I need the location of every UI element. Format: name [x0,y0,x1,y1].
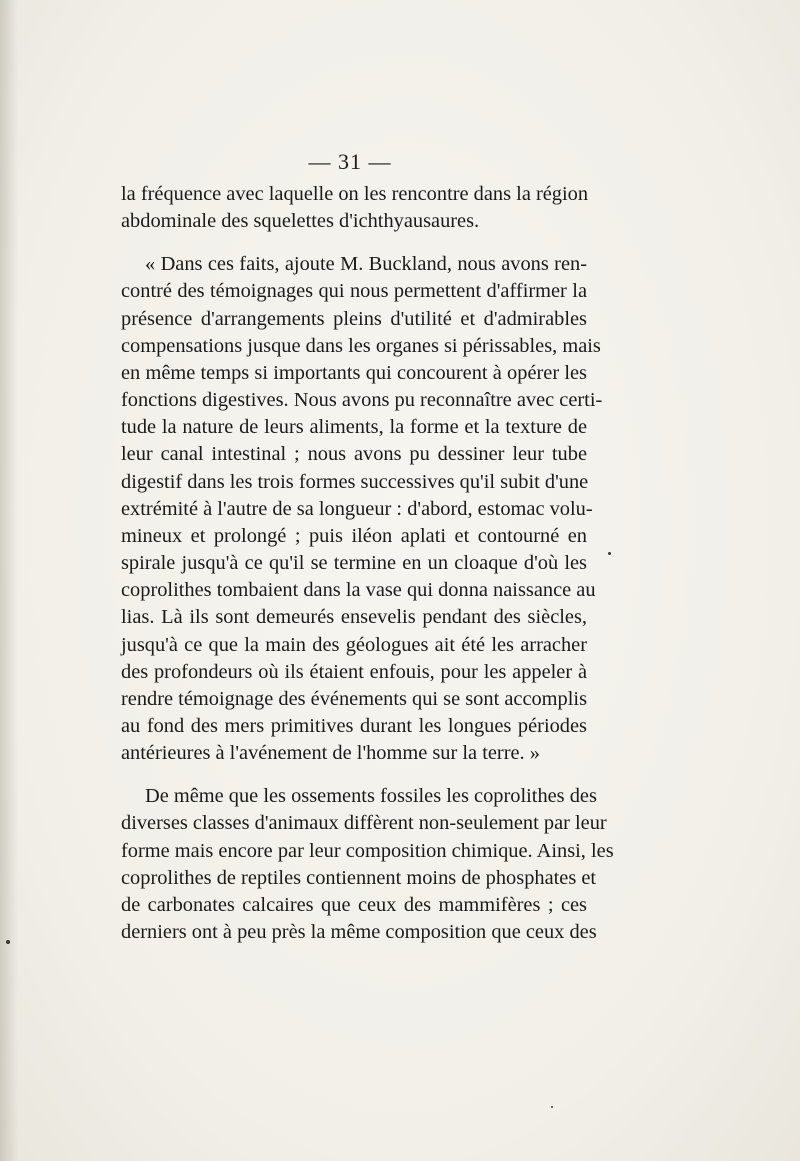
text-line: compensations jusque dans les organes si périssables, mais [121,334,601,357]
text-line: mineux et prolongé ; puis iléon aplati et contourné en [121,524,587,547]
text-line: présence d'arrangements pleins d'utilité et d'admirables [121,307,587,330]
paragraph-1 [121,181,587,235]
text-line: coprolithes tombaient dans la vase qui donna naissance au [121,579,596,602]
text-line: forme mais encore par leur composition chimique. Ainsi, les [121,839,614,862]
text-line: jusqu'à ce que la main des géologues ait été les arracher [121,633,587,656]
text-line: « Dans ces faits, ajoute M. Buckland, nous avons ren- [145,253,587,276]
page-number: — 31 — [308,149,392,174]
text-line: rendre témoignage des événements qui se sont accomplis [121,687,588,710]
text-line: fonctions digestives. Nous avons pu reconnaître avec certi- [121,389,603,412]
text-line: derniers ont à peu près la même composition que ceux des [121,921,597,944]
text-line: la fréquence avec laquelle on les rencontre dans la région [121,183,589,205]
text-line: au fond des mers primitives durant les longues périodes [121,714,587,737]
text-line: spirale jusqu'à ce qu'il se termine en un cloaque d'où les [121,552,587,575]
text-line: de carbonates calcaires que ceux des mammifères ; ces [121,893,587,916]
text-line: des profondeurs où ils étaient enfouis, pour les appeler à [121,660,587,683]
text-line: De même que les ossements fossiles les coprolithes des [145,785,597,808]
text-line: diverses classes d'animaux diffèrent non-seulement par leur [121,812,607,835]
text-line: leur canal intestinal ; nous avons pu dessiner leur tube [121,443,587,466]
text-line: lias. Là ils sont demeurés ensevelis pendant des siècles, [121,606,587,629]
text-line: abdominale des squelettes d'ichthyausaures. [121,210,480,233]
page-body [121,181,614,946]
paragraph-2 [121,251,603,767]
text-line: extrémité à l'autre de sa longueur : d'abord, estomac volu- [121,497,593,520]
text-line: tude la nature de leurs aliments, la forme et la texture de [121,416,587,439]
text-line: en même temps si importants qui concourent à opérer les [121,361,587,384]
text-line: antérieures à l'avénement de l'homme sur la terre. » [121,742,540,765]
text-line: contré des témoignages qui nous permettent d'affirmer la [121,280,587,303]
text-line: digestif dans les trois formes successives qu'il subit d'une [121,470,589,493]
text-line: coprolithes de reptiles contiennent moins de phosphates et [121,866,597,889]
ink-speck [608,552,611,555]
ink-speck [551,1106,553,1108]
ink-speck [6,940,10,944]
paragraph-3 [121,783,614,946]
